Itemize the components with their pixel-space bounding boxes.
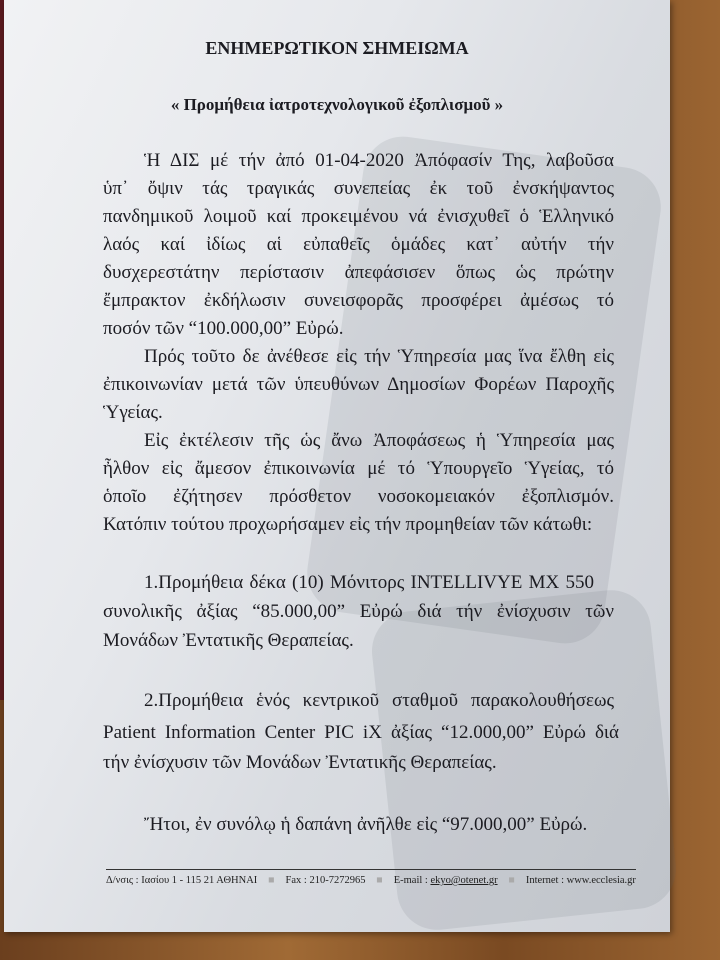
footer-email-group bbox=[394, 875, 498, 886]
separator-icon: ■ bbox=[376, 875, 383, 886]
text-line: λαός καί ἰδίως αἱ εὐπαθεῖς ὁμάδες κατ᾽ αὐτήν τήν bbox=[103, 234, 614, 255]
footer-divider bbox=[106, 869, 636, 870]
document-title: ΕΝΗΜΕΡΩΤΙΚΟΝ ΣΗΜΕΙΩΜΑ bbox=[205, 38, 469, 58]
separator-icon: ■ bbox=[508, 875, 515, 886]
text-line: Εἰς ἐκτέλεσιν τῆς ὡς ἄνω Ἀποφάσεως ἡ Ὑπηρεσία μας bbox=[144, 430, 614, 451]
separator-icon: ■ bbox=[268, 875, 275, 886]
text-line: ἐπικοινωνίαν μετά τῶν ὑπευθύνων Δημοσίων Φορέων Παροχῆς bbox=[103, 374, 614, 395]
total-line: Ἤτοι, ἐν συνόλῳ ἡ δαπάνη ἀνῆλθε εἰς “97.000,00” Εὐρώ. bbox=[144, 814, 588, 835]
text-line: Ὑγείας. bbox=[103, 402, 163, 423]
text-line: Ἡ ΔΙΣ μέ τήν ἀπό 01-04-2020 Ἀπόφασίν Της, λαβοῦσα bbox=[144, 150, 614, 171]
footer-address: Δ/νσις : Ιασίου 1 - 115 21 ΑΘΗΝΑΙ bbox=[106, 875, 258, 886]
text-line: ὑπ᾽ ὄψιν τάς τραγικάς συνεπείας ἐκ τοῦ ἐνσκήψαντος bbox=[103, 178, 614, 199]
footer bbox=[106, 875, 636, 886]
text-line: πανδημικοῦ λοιμοῦ καί προκειμένου νά ἐνισχυθεῖ ὁ Ἑλληνικό bbox=[103, 206, 614, 227]
document-subtitle: « Προμήθεια ἰατροτεχνολογικοῦ ἐξοπλισμοῦ » bbox=[170, 95, 504, 114]
text-line: Patient Information Center PIC iX ἀξίας “12.000,00” Εὐρώ διά bbox=[103, 722, 619, 743]
text-line: Μονάδων Ἐντατικῆς Θεραπείας. bbox=[103, 630, 354, 651]
footer-email-link[interactable]: ekyo@otenet.gr bbox=[430, 875, 498, 886]
text-line: ἔμπρακτον ἐκδήλωσιν συνεισφορᾶς προσφέρει ἀμέσως τό bbox=[103, 290, 614, 311]
text-line: 2.Προμήθεια ἑνός κεντρικοῦ σταθμοῦ παρακολουθήσεως bbox=[144, 690, 614, 711]
text-line: ὁποῖο ἐζήτησεν πρόσθετον νοσοκομειακόν ἐξοπλισμόν. bbox=[103, 486, 614, 507]
text-line: ἦλθον εἰς ἄμεσον ἐπικοινωνία μέ τό Ὑπουργεῖο Ὑγείας, τό bbox=[103, 458, 614, 479]
footer-internet: Internet : www.ecclesia.gr bbox=[525, 875, 636, 886]
footer-fax: Fax : 210-7272965 bbox=[285, 875, 366, 886]
document-page bbox=[4, 0, 670, 932]
text-line: Πρός τοῦτο δε ἀνέθεσε εἰς τήν Ὑπηρεσία μας ἵνα ἔλθη εἰς bbox=[144, 346, 614, 367]
text-line: συνολικῆς ἀξίας “85.000,00” Εὐρώ διά τήν ἐνίσχυσιν τῶν bbox=[103, 601, 614, 622]
text-line: 1.Προμήθεια δέκα (10) Μόνιτορς INTELLIVYE MX 550 bbox=[144, 572, 594, 593]
text-line: δυσχερεστάτην περίστασιν ἀπεφάσισεν ὅπως ὡς πρώτην bbox=[103, 262, 614, 283]
footer-email-label: E-mail : bbox=[393, 875, 431, 886]
text-line: Κατόπιν τούτου προχωρήσαμεν εἰς τήν προμηθείαν τῶν κάτωθι: bbox=[103, 514, 593, 535]
text-line: ποσόν τῶν “100.000,00” Εὐρώ. bbox=[103, 318, 344, 339]
text-line: τήν ἐνίσχυσιν τῶν Μονάδων Ἐντατικῆς Θεραπείας. bbox=[103, 752, 497, 773]
